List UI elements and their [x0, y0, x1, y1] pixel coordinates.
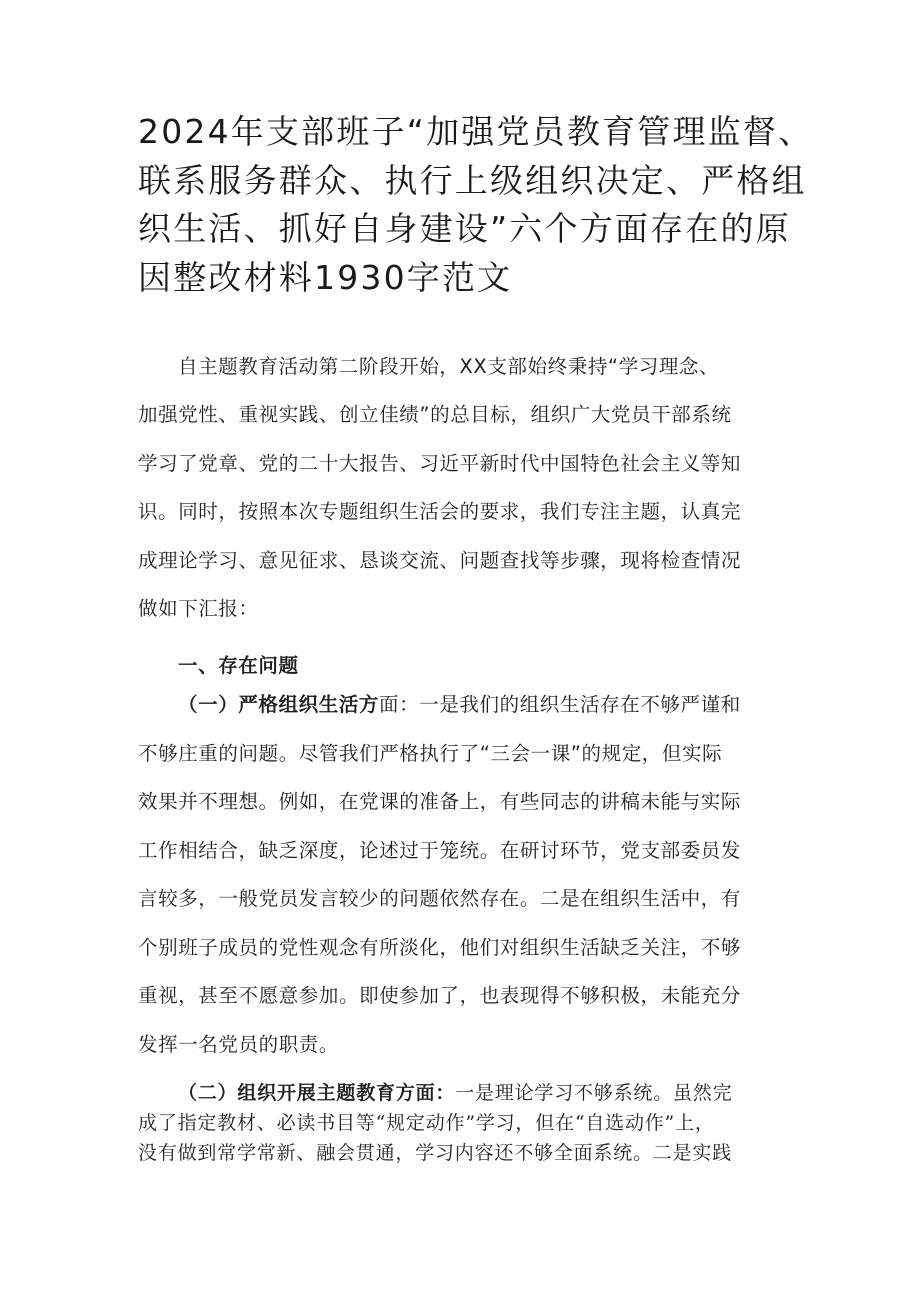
paragraph-first-line — [138, 1078, 798, 1108]
intro-line: 自主题教育活动第二阶段开始，XX支部始终秉持“学习理念、 — [178, 355, 720, 378]
paragraph-first-rest: 面：一是我们的组织生活存在不够严谨和 — [379, 693, 741, 716]
paragraph-line: 个别班子成员的党性观念有所淡化，他们对组织生活缺乏关注，不够 — [138, 935, 742, 959]
paragraph-line: 没有做到常学常新、融会贯通，学习内容还不够全面系统。二是实践 — [138, 1142, 733, 1164]
paragraph-line: 不够庄重的问题。尽管我们严格执行了“三会一课”的规定，但实际 — [138, 741, 723, 765]
intro-line: 做如下汇报： — [138, 597, 259, 621]
paragraph-strict-organization-life — [138, 681, 798, 1069]
paragraph-line: 工作相结合，缺乏深度，论述过于笼统。在研讨环节，党支部委员发 — [138, 838, 742, 862]
intro-line: 加强党性、重视实践、创立佳绩”的总目标，组织广大党员干部系统 — [138, 403, 732, 427]
paragraph-bold-label: （二）组织开展主题教育方面： — [178, 1082, 456, 1104]
document-title — [138, 108, 818, 302]
title-line: 联系服务群众、执行上级组织决定、严格组 — [138, 160, 807, 200]
paragraph-line: 重视，甚至不愿意参加。即使参加了，也表现得不够积极，未能充分 — [138, 984, 742, 1007]
intro-line: 成理论学习、意见征求、恳谈交流、问题查找等步骤，现将检查情况 — [138, 548, 742, 572]
intro-line: 识。同时，按照本次专题组织生活会的要求，我们专注主题，认真完 — [138, 500, 742, 524]
section-heading-text: 一、存在问题 — [178, 654, 299, 677]
intro-line: 学习了党章、党的二十大报告、习近平新时代中国特色社会主义等知 — [138, 451, 742, 475]
title-line: 2024年支部班子“加强党员教育管理监督、 — [138, 112, 814, 151]
title-line: 织生活、抓好自身建设”六个方面存在的原 — [138, 209, 791, 248]
paragraph-first-rest: 一是理论学习不够系统。虽然完 — [455, 1082, 733, 1104]
paragraph-line: 成了指定教材、必读书目等“规定动作”学习，但在“自选动作”上， — [138, 1112, 715, 1134]
paragraph-line: 言较多，一般党员发言较少的问题依然存在。二是在组织生活中，有 — [138, 887, 742, 910]
paragraph-first-line — [138, 681, 798, 730]
paragraph-prefix: （一） — [178, 693, 239, 716]
paragraph-bold-label: 严格组织生活方 — [238, 693, 380, 716]
paragraph-theme-education — [138, 1078, 798, 1168]
title-line: 因整改材料1930字范文 — [138, 257, 513, 297]
paragraph-line: 发挥一名党员的职责。 — [138, 1032, 340, 1056]
paragraph-line: 效果并不理想。例如，在党课的准备上，有些同志的讲稿未能与实际 — [138, 790, 742, 813]
intro-paragraph — [138, 343, 798, 633]
